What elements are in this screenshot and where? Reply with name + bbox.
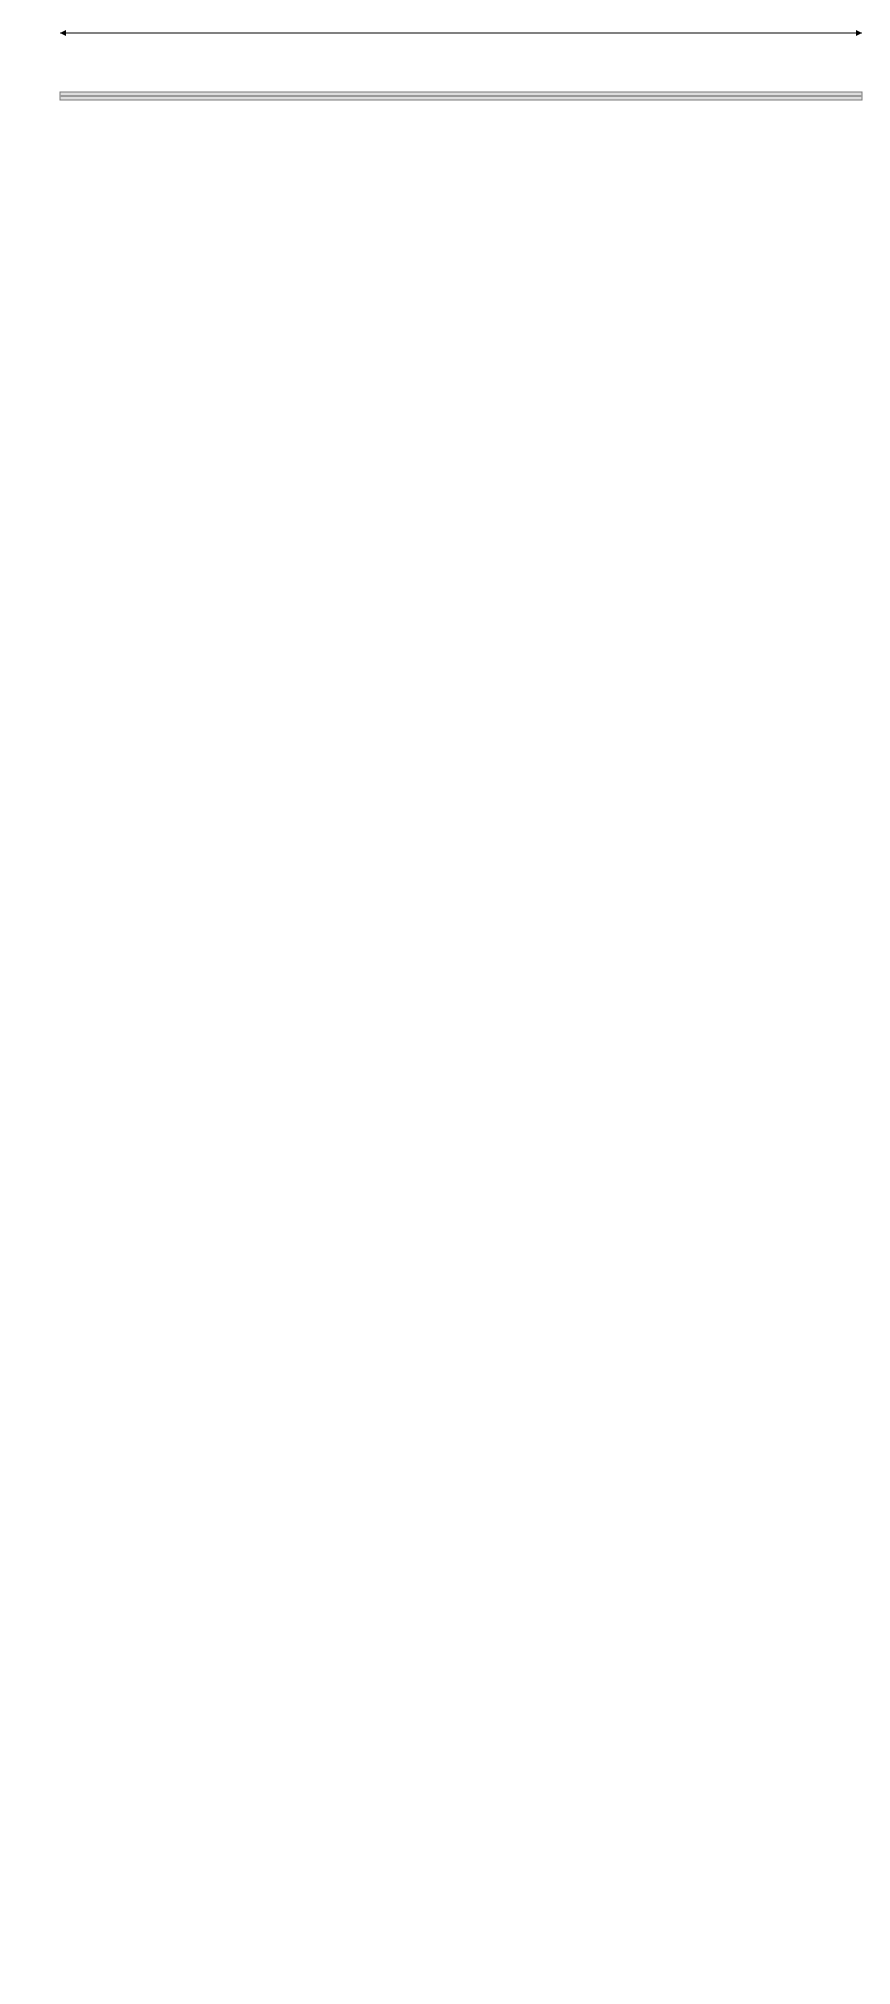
cytoband-track [60, 92, 862, 100]
ruler [60, 30, 862, 36]
